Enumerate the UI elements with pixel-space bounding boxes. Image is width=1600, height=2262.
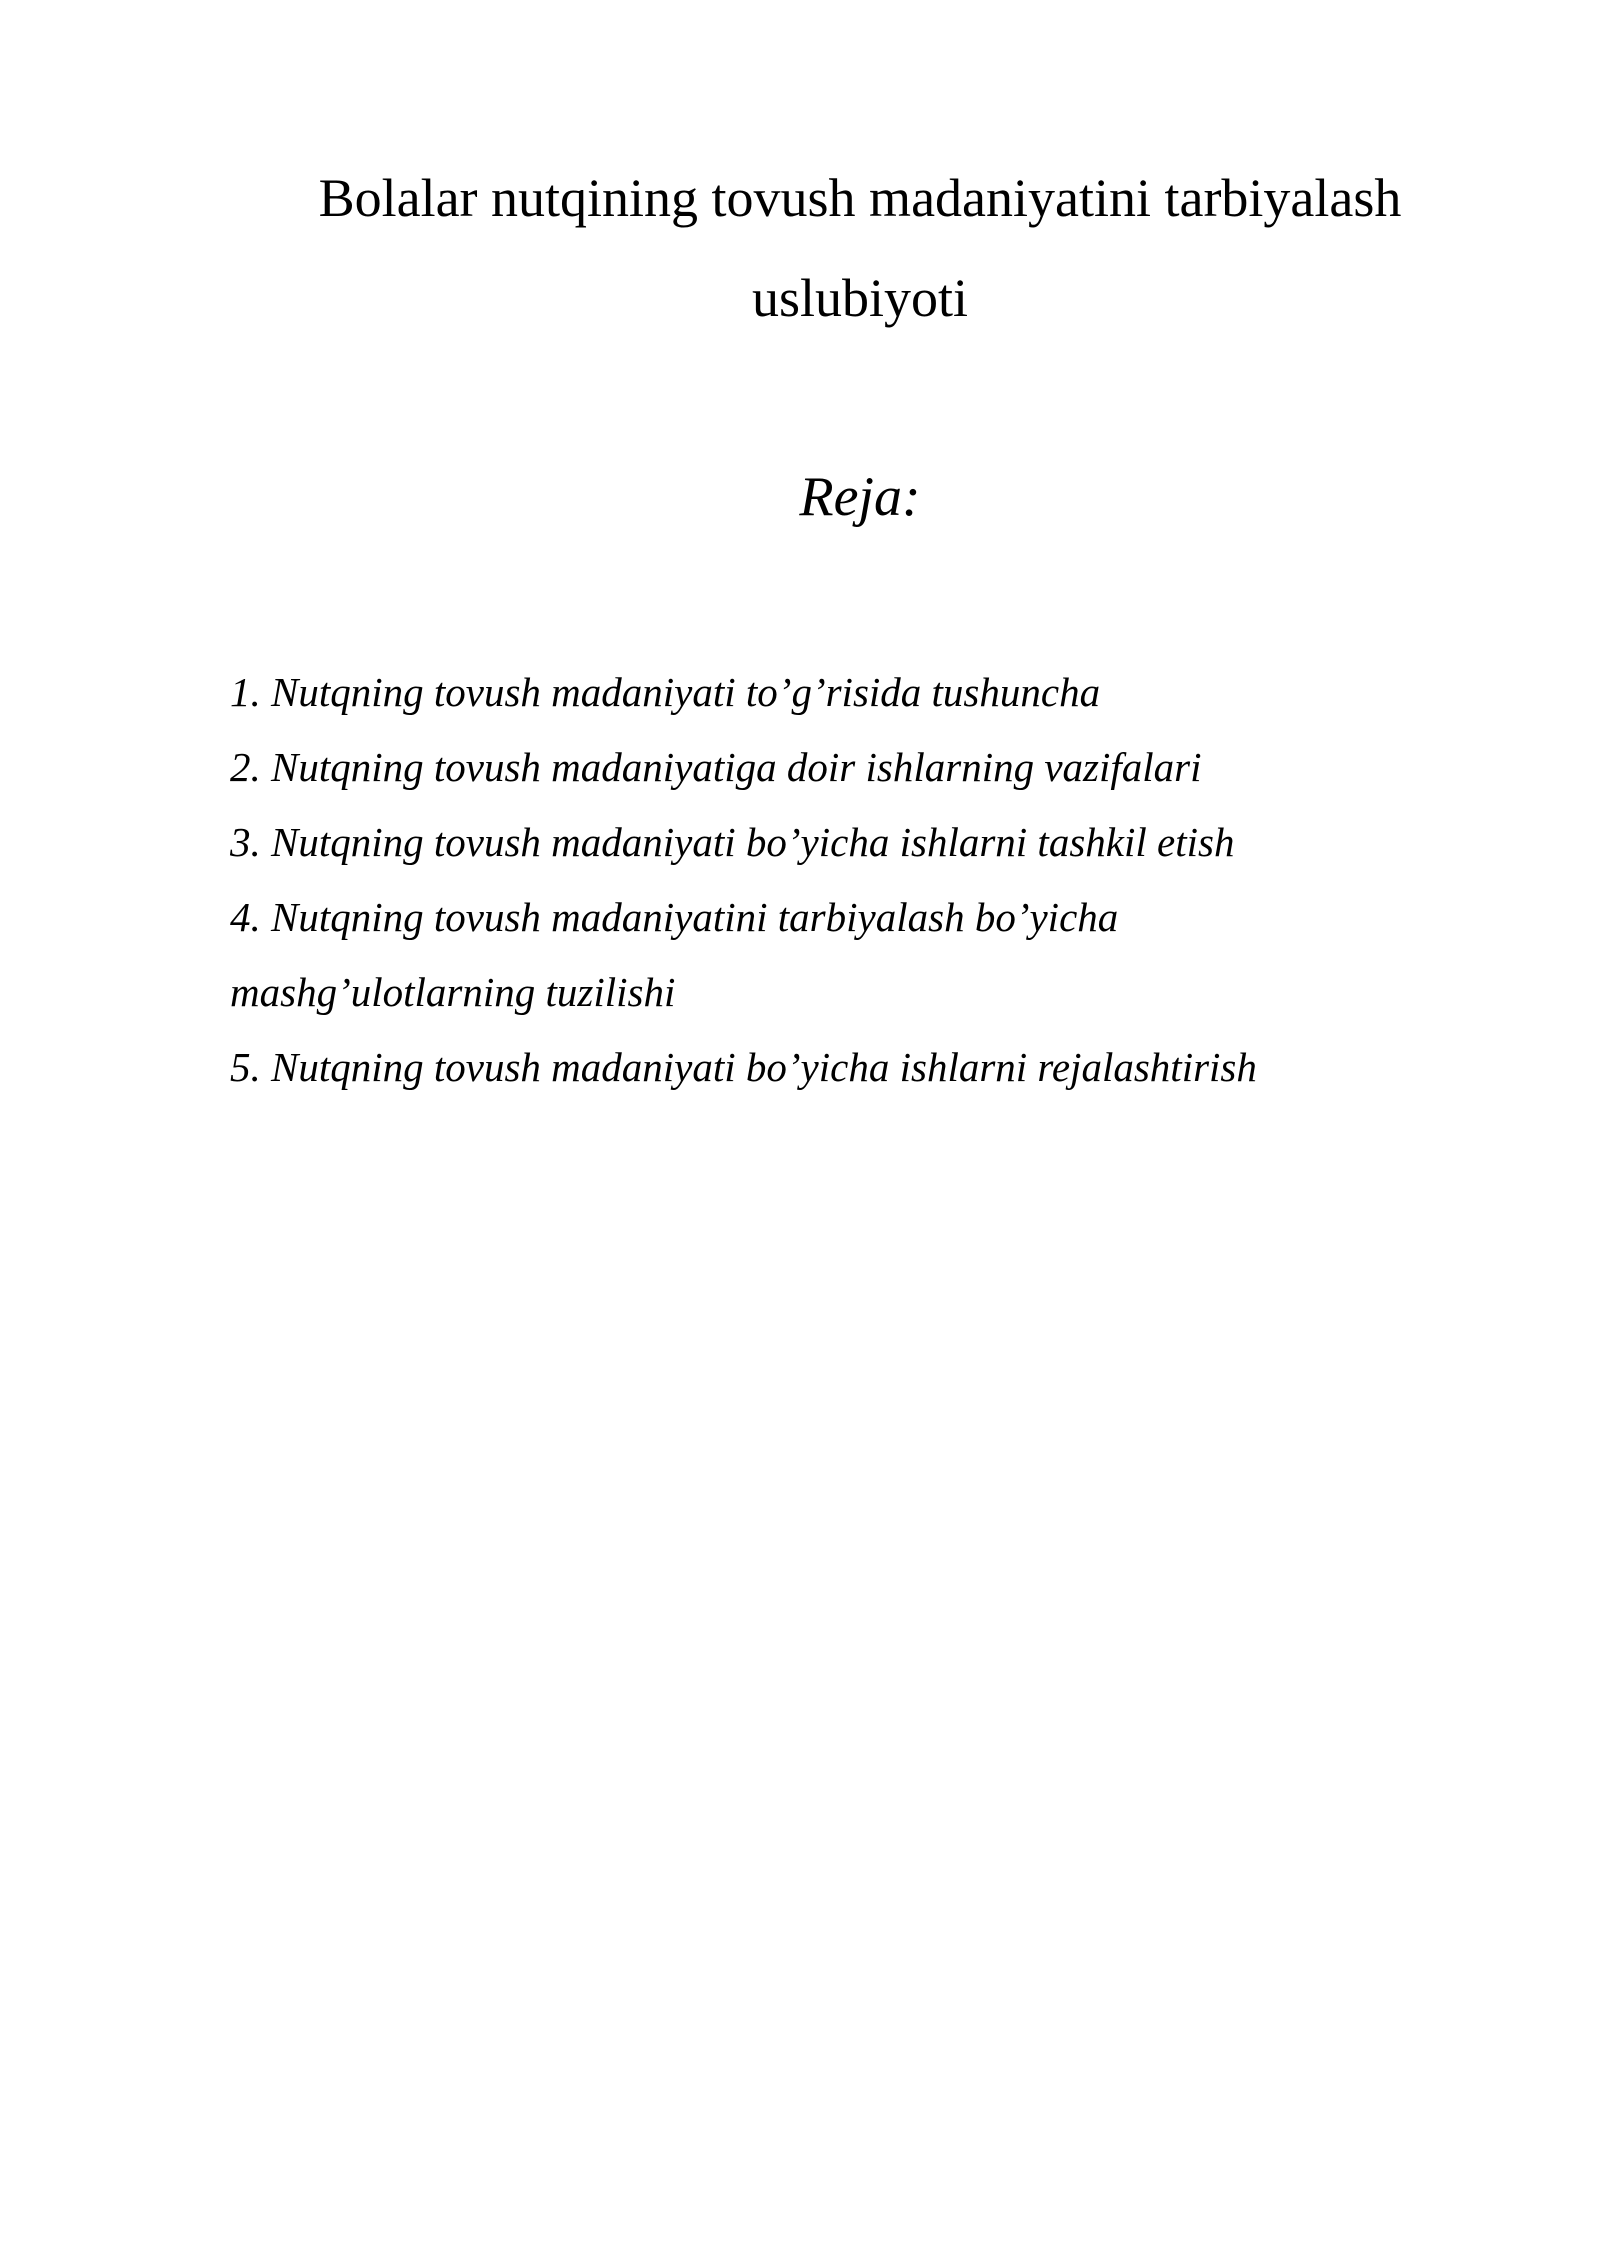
document-title-line-2: uslubiyoti	[751, 268, 969, 328]
plan-item-2	[230, 730, 1380, 805]
plan-item-4	[230, 880, 1380, 1030]
document-title-line-1: Bolalar nutqining tovush madaniyatini tarbiyalash	[318, 168, 1402, 228]
plan-item-text: 4. Nutqning tovush madaniyatini tarbiyalash bo’yicha	[230, 894, 1119, 940]
plan-item-text: 2. Nutqning tovush madaniyatiga doir ishlarning vazifalari	[230, 744, 1202, 790]
plan-list	[230, 655, 1380, 1105]
plan-heading: Reja:	[799, 466, 921, 528]
plan-item-text-continued: mashg’ulotlarning tuzilishi	[230, 969, 676, 1015]
plan-item-text: 1. Nutqning tovush madaniyati to’g’risida tushuncha	[230, 669, 1101, 715]
plan-item-5	[230, 1030, 1380, 1105]
plan-item-3	[230, 805, 1380, 880]
document-title	[230, 148, 1490, 348]
plan-item-text: 5. Nutqning tovush madaniyati bo’yicha ishlarni rejalashtirish	[230, 1044, 1257, 1090]
plan-item-text: 3. Nutqning tovush madaniyati bo’yicha ishlarni tashkil etish	[230, 819, 1235, 865]
plan-item-1	[230, 655, 1380, 730]
